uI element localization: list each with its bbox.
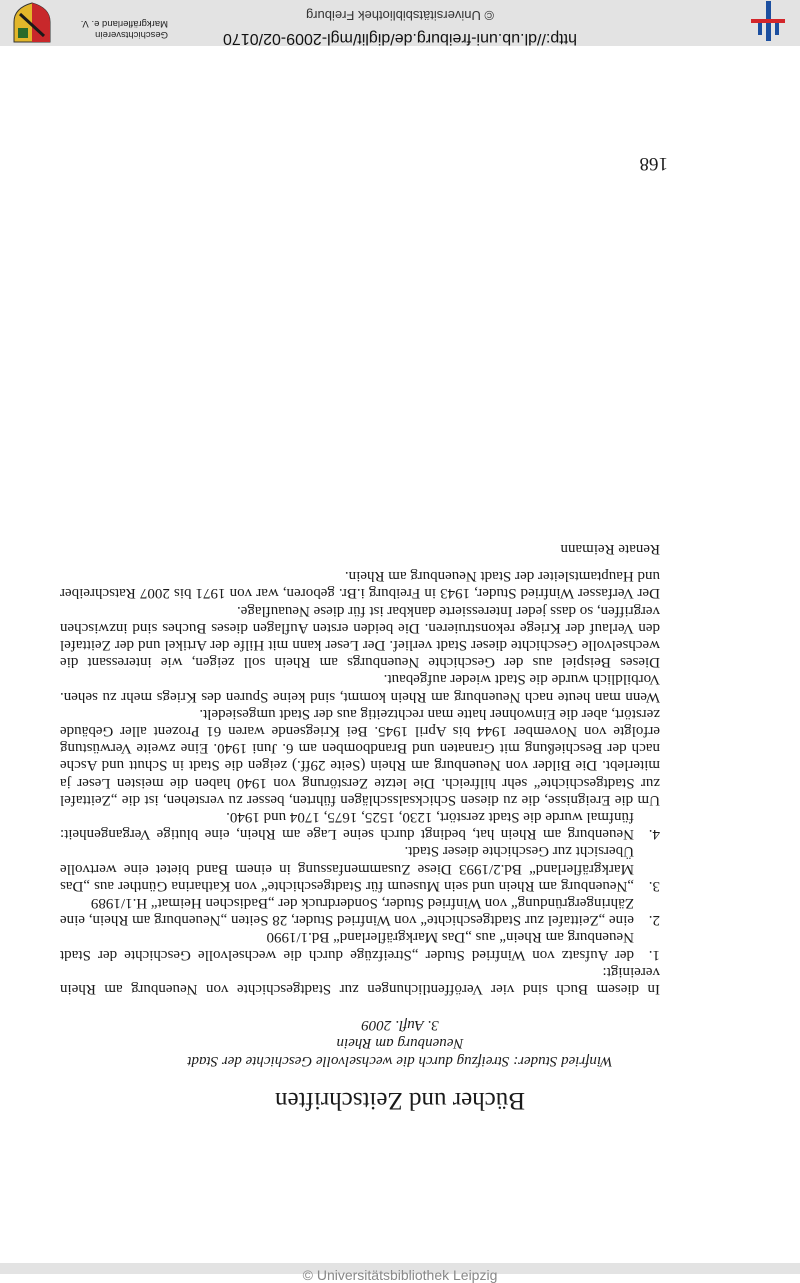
review-text [60,540,660,997]
university-library-logo-icon[interactable] [747,1,787,41]
bottom-bar-text: © Universitätsbibliothek Leipzig [302,1267,498,1283]
list-item-number: 2. [648,912,660,929]
history-society-logo[interactable] [8,2,168,44]
body-paragraph: Dieses Beispiel aus der Geschichte Neuenburgs am Rhein soll zeigen, wie interessant die wechselvolle Geschichte dieser Stadt verlief. Der Leser kann mit Hilfe der Artikel und der Zeittafel den Verlauf der Kriege rekonstruieren. Die beiden ersten Auflagen dieses Buches sind inzwischen vergriffen, so dass jeder Interessierte dankbar ist für diese Neuauflage. [60,602,660,671]
list-item-text: der Aufsatz von Winfried Studer „Streifzüge durch die wechselvolle Geschichte der Stadt Neuenburg am Rhein“ aus „Das Markgräflerland“ Bd.1/1990 [60,929,634,963]
page-number: 168 [639,153,668,174]
reference-line-2: Neuenburg am Rhein [336,1035,464,1051]
society-name-line-1: Geschichtsverein [95,29,168,40]
list-item [60,842,660,894]
book-reference [100,1016,700,1070]
body-paragraph: Um die Ereignisse, die zu diesen Schicksalsschlägen führten, besser zu verstehen, ist die „Zeittafel zur Stadtgeschichte“ sehr hilfreich. Die letzte Zerstörung von 1940 haben die meisten Leser ja miterlebt. Die Bilder von Neuenburg am Rhein (Seite 29ff.) zeigen die Stadt in Schutt und Asche nach der Beschießung mit Granaten und Brandbomben am 6. Juni 1940. Eine zweite Verwüstung erfolgte von November 1944 bis April 1945. Bei Kriegsende waren 61 Prozent aller Gebäude zerstört, aber die Einwohner hatte man rechtzeitig aus der Stadt umgesiedelt. [60,705,660,808]
reference-line-3: 3. Aufl. 2009 [361,1017,439,1033]
copyright-notice: © Universitätsbibliothek Freiburg [305,8,495,23]
society-name-line-2: Markgräflerland e. V. [80,18,168,29]
document-url[interactable]: http://dl.ub.uni-freiburg.de/diglit/mgl-2009-02/0170 [223,30,577,47]
list-item-number: 3. [648,877,660,894]
list-item-text: eine „Zeittafel zur Stadtgeschichte“ von Winfried Studer, 28 Seiten „Neuenburg am Rhein, eine Zähringergründung“ von Winfried Studer, Sonderdruck der „Badischen Heimat“ H.1/1989 [60,894,634,929]
reference-line-1: Winfried Studer: Streifzug durch die wechselvolle Geschichte der Stadt [187,1053,613,1069]
list-item-number: 1. [648,946,660,963]
reviewer-signature: Renate Reimann [560,540,660,557]
body-paragraph: Wenn man heute nach Neuenburg am Rhein kommt, sind keine Spuren des Kriegs mehr zu sehen. Vorbildlich wurde die Stadt wieder aufgebaut. [60,671,660,705]
list-item [60,808,660,842]
page-title: Bücher und Zeitschriften [275,1087,525,1114]
list-item [60,928,660,962]
history-society-name [58,18,168,40]
list-item-text: „Neuenburg am Rhein und sein Museum für Stadtgeschichte“ von Katharina Günther aus „Das Markgräflerland“ Bd.2/1993 Diese Zusammenfassung in einem Band bietet eine wertvolle Übersicht zur Geschichte dieser Stadt. [60,843,634,894]
list-item-number: 4. [648,826,660,843]
intro-paragraph: In diesem Buch sind vier Veröffentlichungen zur Stadtgeschichte von Neuenburg am Rhein vereinigt: [60,963,660,997]
list-item [60,894,660,928]
coat-of-arms-icon [12,2,52,44]
body-paragraph: Der Verfasser Winfried Studer, 1943 in Freiburg i.Br. geboren, war von 1971 bis 2007 Ratschreiber und Hauptamtsleiter der Stadt Neuenburg am Rhein. [60,568,660,602]
list-item-text: Neuenburg am Rhein hat, bedingt durch seine Lage am Rhein, eine blutige Vergangenheit: fünfmal wurde die Stadt zerstört, 1230, 1525, 1675, 1704 und 1940. [60,808,634,843]
